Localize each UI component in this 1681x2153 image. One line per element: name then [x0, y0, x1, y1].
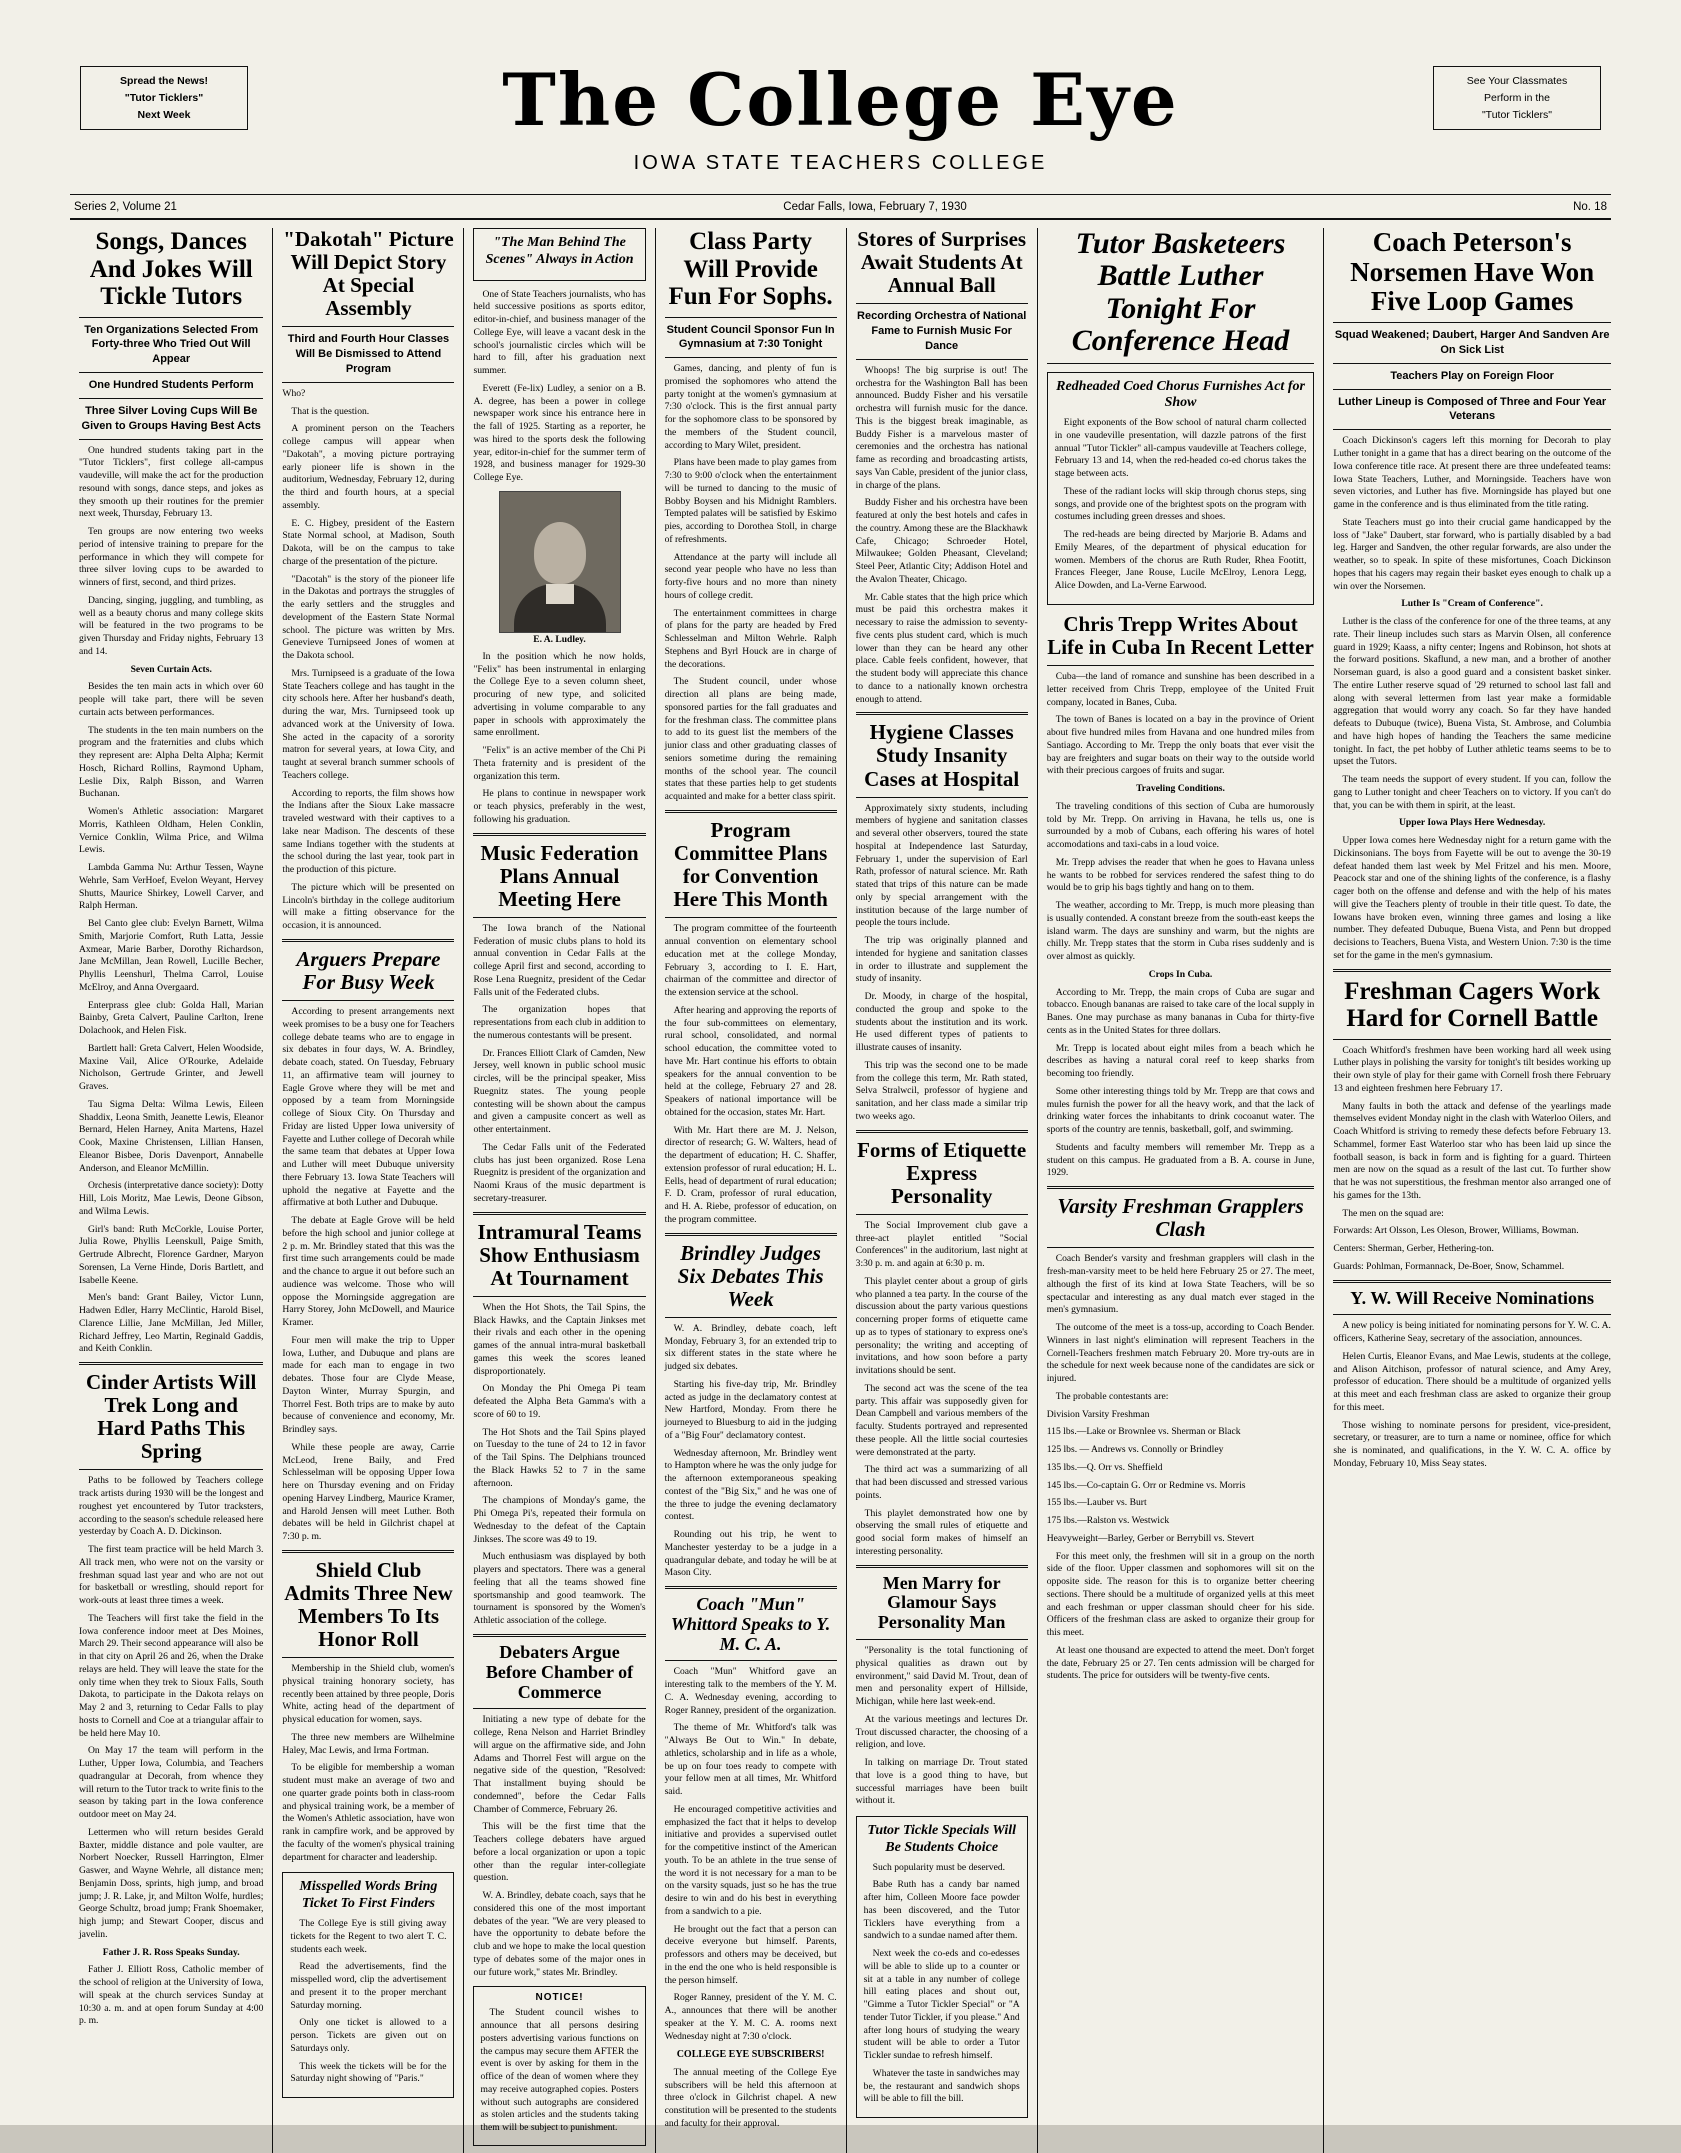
divider [1333, 969, 1611, 972]
article-paragraph: W. A. Brindley, debate coach, left Monday, February 3, for an extended trip to six different states in the state where he judged six debates. [664, 1322, 837, 1373]
ear-left-line2: "Tutor Ticklers" [124, 91, 204, 104]
lineup-row: 115 lbs.—Lake or Brownlee vs. Sherman or Black [1046, 1426, 1241, 1438]
article-paragraph: Mr. Trepp is located about eight miles from a beach which he describes as having a natural coral reef to keep sharks from becoming too friendly. [1046, 1042, 1315, 1080]
headline-whittord-ymca: Coach "Mun" Whittord Speaks to Y. M. C. A. [670, 1594, 831, 1654]
headline-varsity-freshman-grapplers: Varsity Freshman Grapplers Clash [1057, 1194, 1304, 1242]
article-paragraph: A prominent person on the Teachers college campus will appear when "Dakotah", a moving picture portraying early pioneer life is shown in the auditorium, Wednesday, February 12, during the third and fourth hours, at a special assembly. [282, 423, 455, 511]
article-paragraph: The theme of Mr. Whitford's talk was "Always Be Out to Win." In debate, athletics, scholarship and in life as a whole, be up on four toes ready to compete with your fellow men at all times, Mr. Whitford said. [664, 1722, 837, 1798]
article-paragraph: The Teachers will first take the field in the Iowa conference indoor meet at Des Moines, March 29. Their second appearance will also be in that city on April 26 and 26, when the Drake relays are held. They will leave the state for the only time when they trek to Sioux Falls, South Dakota, to participate in the Dakota relays on May 2 and 3, returning to Cedar Falls to play hosts to Cornell and Coe at a triangular affair to be held here May 10. [79, 1612, 264, 1739]
article-paragraph: Luther is the class of the conference for one of the three teams, at any rate. Their lineup includes such stars as Marvin Olsen, all conference guard in 1929; Kaass, a nifty center; Ingens and Robinson, hot shots at the forward positions. Skaflund, a new man, and a brother of another Norseman guard, is also a good guard and a consistent basket sinker. The entire Luther reserve squad of '29 returned to school last fall and along with several lettermen from last year make a formidable aggregation that would worry any coach. So far they have handed defeats to Dubuque (twice), Buena Vista, St. Ambrose, and Columbia and have high hopes of handing the Teachers the same medicine tonight. In fact, the pet hobby of Luther athletic teams seems to be to upset the Tutors. [1333, 616, 1611, 768]
article-paragraph: One hundred students taking part in the "Tutor Ticklers", first college all-campus vaudeville, will make the act for the production resound with songs, dance steps, and jokes as they smooth up their routines for the premier next week, Thursday, February 13. [79, 444, 264, 520]
paper-subtitle: IOWA STATE TEACHERS COLLEGE [633, 152, 1048, 174]
roster-row: Centers: Sherman, Gerber, Hethering-ton. [1333, 1243, 1494, 1255]
article-paragraph: W. A. Brindley, debate coach, says that he considered this one of the most important debates of the year. "We are very pleased to have the opportunity to debate before the club and we hope to make the local question type of debates some of the major ones in our future work," states Mr. Brindley. [473, 1890, 646, 1978]
divider [1333, 429, 1611, 430]
divider [1047, 1247, 1315, 1248]
column-7 [1324, 228, 1611, 2153]
article-paragraph: Bel Canto glee club: Evelyn Barnett, Wilma Smith, Marjorie Comfort, Ruth Latta, Jessie Axmear, Marie Barber, Dorothy Richardson, Jane McMillan, Jean Rowell, Lucille Becher, Phyllis Leenshurl, Thelma Carrol, Louise McElroy, and Anna Overgaard. [79, 918, 264, 993]
portrait-photo [499, 491, 621, 633]
article-paragraph: Starting his five-day trip, Mr. Brindley acted as judge in the declamatory contest at New Hartford, Monday. From there he journeyed to Bluesburg to aid in the judging of a "Big Four" declamatory contest. [664, 1378, 837, 1441]
deck-ten-organizations: Ten Organizations Selected From Forty-three Who Tried Out Will Appear [84, 323, 259, 366]
article-paragraph: Wednesday afternoon, Mr. Brindley went to Hampton where he was the only judge for the afternoon extemporaneous speaking contest of the "Big Six," and he was one of the three to judge the evening declamatory contest. [664, 1447, 837, 1523]
divider [665, 1660, 837, 1661]
headline-hygiene-classes: Hygiene Classes Study Insanity Cases at Hospital [864, 720, 1020, 791]
headline-stores-of-surprises: Stores of Surprises Await Students At Annual Ball [857, 227, 1027, 298]
article-paragraph: The first team practice will be held March 3. All track men, who were not on the varsity or freshman squad last year and who are not out for basketball or wrestling, should report for work-outs at least three times a week. [79, 1544, 264, 1607]
article-paragraph: Games, dancing, and plenty of fun is promised the sophomores who attend the party tonight at the women's gymnasium at 7:30 o'clock. This is the first annual party for the sophomore class to be sponsored by the members of the Student council, according to Mary Wilet, president. [664, 363, 837, 451]
box-paragraph: Read the advertisements, find the misspelled word, clip the advertisement and present it to the proper merchant Saturday morning. [290, 1961, 447, 2011]
headline-ywca-nominations: Y. W. Will Receive Nominations [1350, 1287, 1594, 1308]
lineup-row: 155 lbs.—Lauber vs. Burt [1046, 1497, 1147, 1509]
article-paragraph: On Monday the Phi Omega Pi team defeated the Alpha Beta Gamma's with a score of 60 to 19. [473, 1383, 646, 1420]
article-paragraph: Coach Whitford's freshmen have been working hard all week using Luther plays in polishing the varsity for tonight's tilt besides working up their own style of play for their game with Cornell frosh there February 13 and eighteen freshmen here February 17. [1333, 1044, 1611, 1094]
article-paragraph: The team needs the support of every student. If you can, follow the gang to Luther tonight and cheer Teachers on to victory. If you can't do that, you can be with them in spirit, at the least. [1333, 774, 1611, 811]
dateline-place-date: Cedar Falls, Iowa, February 7, 1930 [783, 201, 967, 213]
roster-row: Forwards: Art Olsson, Les Oleson, Brower, Williams, Bowman. [1333, 1225, 1579, 1237]
divider [856, 1130, 1028, 1133]
article-paragraph: Four men will make the trip to Upper Iowa, Luther, and Dubuque and plans are made for each man to engage in two debates. Those four are Clyde Mease, Dayton Winter, Murray Spurgin, and Thorrel Fest. Both trips are to make by auto because of convenience and economy, Mr. Brindley says. [282, 1334, 455, 1436]
article-paragraph: The program committee of the fourteenth annual convention on elementary school education met at the college Monday, February 3, according to I. E. Hart, chairman of the committee and director of the extension service at the school. [664, 923, 837, 999]
divider [1333, 1280, 1611, 1283]
dateline-series: Series 2, Volume 21 [74, 201, 177, 213]
article-paragraph: The second act was the scene of the tea party. This affair was supposedly given for Dean Campbell and various members of the faculty. Students portrayed and represented these people. All the little social courtesies were demonstrated at the party. [855, 1382, 1028, 1458]
headline-songs-dances: Songs, Dances And Jokes Will Tickle Tutors [89, 228, 253, 310]
article-paragraph: He brought out the fact that a person can deceive everyone but himself. Parents, professors and others may be deceived, but in the end the one who is held responsible is the person himself. [664, 1923, 837, 1986]
deck-third-fourth-hour: Third and Fourth Hour Classes Will Be Dismissed to Attend Program [287, 333, 450, 376]
headline-forms-of-etiquette: Forms of Etiquette Express Personality [857, 1137, 1027, 1208]
divider [282, 326, 454, 327]
article-paragraph: Father J. Elliott Ross, Catholic member of the school of religion at the University of Iowa, will speak at the church services Sunday at 10:30 a. m. and at open forum Sunday at 4:00 p. m. [79, 1964, 264, 2027]
ear-right-line2: Perform in the [1484, 91, 1550, 104]
headline-cinder-artists: Cinder Artists Will Trek Long and Hard Paths This Spring [86, 1370, 257, 1464]
article-paragraph: Those wishing to nominate persons for president, vice-president, secretary, or treasurer, are to turn a name or nominee, office for which she is nominated, and qualifications, in the Y. W. C. A. office by Monday, February 10, Miss Seay states. [1333, 1419, 1611, 1469]
article-paragraph: Plans have been made to play games from 7:30 to 9:00 o'clock when the entertainment will be turned to dancing to the music of Bobby Boysen and his Midnight Ramblers. Tempted palates will be satisfied by Eskimo pies, according to Dorothea Stoll, in charge of refreshments. [664, 457, 837, 545]
article-paragraph: The students in the ten main numbers on the program and the fraternities and clubs which they represent are: Alpha Delta Alpha; Kermit Hosch, Richard Rollins, Raymond Upham, Leslie Dix, Ralph Bisson, and Warren Buchanan. [79, 724, 264, 800]
box-paragraph: Whatever the taste in sandwiches may be, the restaurant and sandwich shops will be able to fill the bill. [863, 2067, 1020, 2105]
lineup-row: 175 lbs.—Ralston vs. Westwick [1046, 1515, 1170, 1527]
column-6 [1038, 228, 1325, 2153]
box-paragraph: This week the tickets will be for the Saturday night showing of "Paris." [290, 2060, 447, 2085]
article-paragraph: The outcome of the meet is a toss-up, according to Coach Bender. Winners in last night's elimination will represent Teachers in the Cornell-Teachers freshmen match February 20. More try-outs are in the schedule for next week because none of the candidates are sick or injured. [1046, 1322, 1315, 1385]
article-paragraph: Cuba—the land of romance and sunshine has been described in a letter received from Chris Trepp, employee of the United Fruit company, located in Banes, Cuba. [1046, 671, 1315, 708]
article-paragraph: At least one thousand are expected to attend the meet. Don't forget the date, February 25 or 27. Ten cents admission will be charged for students. The price for outsiders will be twenty-five cents. [1046, 1644, 1315, 1682]
article-paragraph: Some other interesting things told by Mr. Trepp are that cows and mules furnish the power for all the heavy work, and that the lack of drinking water forces the inhabitants to drink cocoanut water. The sports of the country are tennis, basketball, golf, and swimming. [1046, 1085, 1315, 1136]
box-paragraph: Such popularity must be deserved. [872, 1861, 1006, 1873]
ear-right-line3: "Tutor Ticklers" [1481, 108, 1553, 121]
divider [473, 917, 645, 918]
divider [856, 1565, 1028, 1568]
ear-left-line3: Next Week [137, 108, 191, 121]
article-paragraph: The Social Improvement club gave a three-act playlet entitled "Social Conferences" in the auditorium, last night at 3:30 p. m. and again at 6:30 p. m. [855, 1219, 1028, 1270]
subhead-luther-cream: Luther Is "Cream of Conference". [1401, 598, 1543, 610]
article-paragraph: While these people are away, Carrie McLeod, Irene Baily, and Fred Schlesselman will be opposing Upper Iowa here on Thursday evening and on Friday opening Harvey Lindberg, Maurice Kramer, and Harold Jensen will meet Luther. Both debates will be held in Gilchrist chapel at 7:30 p. m. [282, 1441, 455, 1543]
notice-title: NOTICE! [535, 1992, 584, 2004]
article-paragraph: Tau Sigma Delta: Wilma Lewis, Eileen Shaddix, Leona Smith, Jeanette Lewis, Eleanor Bernard, Helen Harney, Anita Martens, Hazel Cook, Maxine Christensen, Lillian Hansen, Eleanor Bisbee, Doris Davenport, Annabelle Anderson, and Eleanor McMillin. [79, 1098, 264, 1174]
article-paragraph: Initiating a new type of debate for the college, Rena Nelson and Harriet Brindley will argue on the affirmative side, and John Adams and Thorrel Fest will argue on the negative side of the question, "Resolved: That installment buying should be condemned", before the Cedar Falls Chamber of Commerce, February 26. [473, 1714, 646, 1815]
box-tutor-tickle-specials [856, 1816, 1028, 2118]
lineup-row: 135 lbs.—Q. Orr vs. Sheffield [1046, 1461, 1163, 1473]
article-paragraph: The champions of Monday's game, the Phi Omega Pi's, repeated their formula on Wednesday to the defeat of the Captain Jinkses. The score was 49 to 19. [473, 1495, 646, 1545]
article-paragraph: In talking on marriage Dr. Trout stated that love is a good thing to have, but successful marriages have been built without it. [855, 1757, 1028, 1807]
photo-caption: E. A. Ludley. [533, 634, 586, 645]
article-paragraph: With Mr. Hart there are M. J. Nelson, director of research; G. W. Walters, head of the department of education; H. C. Shaffer, extension professor of rural education; H. L. Eells, head of department of rural education; F. D. Cram, professor of rural education, and H. A. Riebe, professor of education, on the program committee. [664, 1124, 837, 1225]
article-paragraph: E. C. Higbey, president of the Eastern State Normal school, at Madison, South Dakota, will be on the campus to take charge of the presentation of the picture. [282, 517, 455, 567]
photo-collar [546, 584, 574, 604]
article-paragraph: One of State Teachers journalists, who has held successive positions as sports editor, editor-in-chief, and business manager of the College Eye, will leave a vacant desk in the school's journalistic circles which will be hard to fill, after his graduation next summer. [473, 288, 646, 377]
article-paragraph: Many faults in both the attack and defense of the yearlings made themselves evident Monday night in the clash with Waterloo Oilers, and Coach Whitford is striving to remedy these defects before February 13. Schammel, former East Waterloo star who has been laid up since the football season, is back in form and is fighting for a guard. Thirteen men are now on the squad as a result of the last cut. To further show that he was not superstitious, the freshman mentor also arranged one of his games for the 13th. [1333, 1100, 1611, 1201]
box-misspelled-words [282, 1872, 454, 2098]
article-paragraph: The men on the squad are: [1342, 1207, 1444, 1219]
article-paragraph: Dancing, singing, juggling, and tumbling, as well as a beauty chorus and many college skits will be featured in the two programs to be given Thursday and Friday nights, February 13 and 14. [79, 594, 264, 657]
lineup-row: 145 lbs.—Co-captain G. Orr or Redmine vs. Morris [1046, 1479, 1246, 1491]
divider [282, 939, 454, 942]
divider [665, 1233, 837, 1236]
article-paragraph: Coach Dickinson's cagers left this morning for Decorah to play Luther tonight in a game that has a direct bearing on the outcome of the Iowa conference title race. At present there are three undefeated teams: Iowa State Teachers, Luther, and Morningside. Teachers have won seven victories, and Luther has five. Morningside has played but one game in the conference and is thus eliminated from the title rating. [1333, 435, 1611, 511]
article-paragraph: The probable contestants are: [1055, 1390, 1169, 1402]
divider [665, 917, 837, 918]
lineup-row: 125 lbs. — Andrews vs. Connolly or Brindley [1046, 1444, 1224, 1456]
article-paragraph: "Personality is the total functioning of physical qualities as drawn out by environment," said David M. Trout, dean of men and personality expert of Hillside, Michigan, while here last week-end. [855, 1645, 1028, 1708]
subhead-crops-in-cuba: Crops In Cuba. [1148, 968, 1213, 980]
article-paragraph: When the Hot Shots, the Tail Spins, the Black Hawks, and the Captain Jinkses met their rivals and each other in the opening games of the annual intra-mural basketball games this week the scores leaned disproportionately. [473, 1301, 646, 1377]
divider [79, 398, 263, 399]
subhead-upper-iowa-plays-here: Upper Iowa Plays Here Wednesday. [1398, 817, 1546, 829]
box-paragraph: Only one ticket is allowed to a person. Tickets are given out on Saturdays only. [290, 2017, 447, 2054]
article-paragraph: Rounding out his trip, he went to Manchester yesterday to be a judge in a quadrangular debate, and today he will be at Mason City. [664, 1529, 837, 1579]
columns-container [70, 228, 1611, 2153]
dateline [70, 195, 1611, 220]
divider [473, 1296, 645, 1297]
column-5 [847, 228, 1038, 2153]
article-paragraph: The town of Banes is located on a bay in the province of Orient about five hundred miles from Havana and one hundred miles from Santiago. According to Mr. Trepp the only boats that ever visit the bay are freighters and sugar boats on their way to the outside world with their precious cargoes of fruits and sugar. [1046, 714, 1315, 777]
article-paragraph: Mr. Cable states that the high price which must be paid this orchestra makes it necessary to raise the admission to seventy-five cents plus student card, which is much lower than they can be heard any other place. Cable feels confident, however, that the student body will appreciate this chance to dance to a nationally known orchestra enough to attend. [855, 591, 1028, 705]
divider [665, 357, 837, 358]
article-paragraph: This will be the first time that the Teachers college debaters have argued before a local organization or upon a topic other than the regular inter-collegiate question. [473, 1821, 646, 1884]
photo-head [534, 522, 586, 584]
deck-one-hundred-students: One Hundred Students Perform [88, 379, 254, 392]
article-paragraph: Dr. Moody, in charge of the hospital, conducted the group and spoke to the students about the institution and its work. He used different types of patients to illustrate causes of insanity. [855, 991, 1028, 1054]
headline-brindley-judges: Brindley Judges Six Debates This Week [677, 1240, 824, 1311]
divider [665, 810, 837, 813]
article-paragraph: Upper Iowa comes here Wednesday night for a return game with the Dickinsonians. The boys from Fayette will be out to avenge the 30-19 defeat handed them last week by Mel Fritzel and his men. Moore, Peacock star and one of the shining lights of the conference, is a flashy cager both on the offense and defense and with the help of his mates will give the Teachers plenty of trouble in their title quest. To date, the Iowans have broken even, winning three games and losing a like number. They defeated Dubuque, Buena Vista, and Penn but dropped decisions to Teachers, Buena Vista, and Western Union. 7:30 is the time set for the game in the men's gymnasium. [1333, 835, 1611, 961]
headline-intramural-teams: Intramural Teams Show Enthusiasm At Tournament [477, 1219, 642, 1290]
article-paragraph: Helen Curtis, Eleanor Evans, and Mae Lewis, students at the college, and Alison Aitchison, professor of natural science, and Amy Arey, professor of education. There should be a multitude of organized yells at this meet and each freshman class are asked to organize their group for this meet. [1333, 1350, 1611, 1413]
headline-program-committee: Program Committee Plans for Convention Here This Month [673, 817, 828, 912]
article-paragraph: To be eligible for membership a woman student must make an average of two and one quarter grade points both in class-room and physical training work, be a member of the Women's Athletic association, have won rank in campfire work, and be approved by the faculty of the women's physical training department for character and leadership. [282, 1762, 455, 1863]
divider [79, 1362, 263, 1365]
box-paragraph: These of the radiant locks will skip through chorus steps, sing songs, and provide one of the brightest spots on the program with costumes including green dresses and shoes. [1054, 485, 1307, 523]
subhead-traveling-conditions: Traveling Conditions. [1136, 783, 1225, 795]
article-paragraph: The debate at Eagle Grove will be held before the high school and junior college at 2 p. m. Mr. Brindley stated that this was the first time such arrangements could be made and the chance to argue it out before such an audience was welcome. Those who will oppose the Morningside aggregation are Harry Storey, John McDowell, and Maurice Kramer. [282, 1215, 455, 1329]
box-title: "The Man Behind The Scenes" Always in Action [485, 235, 634, 267]
box-paragraph: Next week the co-eds and co-edesses will be able to slide up to a counter or sit at a table in any number of college hill eating places and shout out, "Gimme a Tutor Tickler Special" or "A tender Tutor Tickler, if you please." And after long hours of studying the weary student will be able to order a Tutor Tickler sundae to refresh himself. [863, 1948, 1020, 2062]
headline-men-marry-glamour: Men Marry for Glamour Says Personality Man [877, 1572, 1006, 1633]
divider [856, 712, 1028, 715]
article-paragraph: Lambda Gamma Nu: Arthur Tessen, Wayne Wehrle, Sam VerHoef, Evelon Weyant, Hervey Shutts, Maurice Shirkey, Lowell Carver, and Ralph Herman. [79, 862, 264, 912]
headline-music-federation: Music Federation Plans Annual Meeting Here [480, 840, 639, 911]
column-1 [70, 228, 273, 2153]
article-paragraph: He encouraged competitive activities and emphasized the fact that it helps to develop initiative and provides a supervised outlet for the competitive instinct of the American youth. To be an athlete in the true sense of the word it is not necessary for a man to be on the varsity squads, just so he has the true desire to win and do his best in everything from a sandwich to a pie. [664, 1803, 837, 1917]
article-paragraph: This trip was the second one to be made from the college this term, Mr. Rath stated, Selva Stralwcil, professor of hygiene and sanitation, and her class made a similar trip two weeks ago. [855, 1059, 1028, 1122]
headline-freshman-cagers: Freshman Cagers Work Hard for Cornell Battle [1344, 977, 1601, 1033]
article-paragraph: The Hot Shots and the Tail Spins played on Tuesday to the tune of 24 to 12 in favor of the Tail Spins. The Delphians trounced the Black Hawks 52 to 7 in the same afternoon. [473, 1426, 646, 1489]
notice-student-council [473, 1986, 645, 2146]
subhead-seven-curtain-acts: Seven Curtain Acts. [130, 663, 212, 675]
article-paragraph: According to reports, the film shows how the Indians after the Sioux Lake massacre traveled westward with their captives to a lake near Madison. The descents of these same Indians together with the students at the school during the last year, took part in the production of this picture. [282, 787, 455, 876]
article-paragraph: The Cedar Falls unit of the Federated clubs has just been organized. Rose Lena Ruegnitz is president of the organization and Naomi Kraus of the music department is secretary-treasurer. [473, 1141, 646, 1204]
box-man-behind-scenes [473, 228, 645, 281]
article-paragraph: The third act was a summarizing of all that had been discussed and stressed various points. [855, 1464, 1028, 1501]
box-title: Redheaded Coed Chorus Furnishes Act for Show [1056, 378, 1305, 411]
deck-squad-weakened: Squad Weakened; Daubert, Harger And Sandven Are On Sick List [1334, 329, 1610, 356]
article-paragraph: For this meet only, the freshmen will sit in a group on the north side of the floor. Upper classmen and sophomores will sit on the opposite side. The reason for this is to organize better cheering sections. There should be a multitude of organized yells at this meet and each freshman or upper classman should cheer for his side. Officers of the freshman class are asked to organize their group for this meet. [1046, 1550, 1315, 1639]
box-paragraph: Eight exponents of the Bow school of natural charm collected in one vaudeville presentation, will dazzle patrons of the first annual "Tutor Tickler" all-campus vaudeville at Teachers college, February 13 and 14, when the red-headed co-ed chorus takes the stage between acts. [1054, 417, 1307, 480]
article-paragraph: State Teachers must go into their crucial game handicapped by the loss of "Jake" Daubert, star forward, who is partially disabled by a bad leg. Harger and Sandven, the other regular forwards, are also under the weather, so to speak. In spite of these misfortunes, Coach Dickinson hopes that his cagers may regain their basket eyes enough to chalk up a win over the Norsemen. [1333, 516, 1611, 592]
divider [856, 1214, 1028, 1215]
article-paragraph: The Iowa branch of the National Federation of music clubs plans to hold its annual convention in Cedar Falls at the college April first and second, according to Rose Lena Ruegnitz, president of the Cedar Falls unit of the Federated clubs. [473, 922, 646, 998]
article-paragraph: Men's band: Grant Bailey, Victor Lunn, Hadwen Edler, Harry McClintic, Harold Bisel, Clarence Lillie, Jane McMillan, Jed Miller, Richard Jeffrey, Leo Martin, Reginald Gaddis, and Keith Conklin. [79, 1292, 264, 1355]
divider [665, 1586, 837, 1589]
divider [473, 1212, 645, 1215]
paper-title: The College Eye [502, 57, 1179, 142]
divider [665, 1317, 837, 1318]
article-paragraph: Besides the ten main acts in which over 60 people will take part, there will be seven curtain acts between performances. [79, 681, 264, 718]
article-paragraph: He plans to continue in newspaper work or teach physics, preferably in the west, following his graduation. [473, 788, 646, 825]
box-paragraph: The red-heads are being directed by Marjorie B. Adams and Emily Meares, of the department of physical education for women. Members of the chorus are Ruth Ruder, Rhea Footitt, Frances Fleeger, Jane Rouse, Lucile McElroy, Lenora Legg, Alice Dowden, and La-Verne Earwood. [1054, 529, 1307, 592]
headline-shield-club: Shield Club Admits Three New Members To Its Honor Roll [284, 1557, 453, 1652]
article-paragraph: In the position which he now holds, "Felix" has been instrumental in enlarging the College Eye to a seven column sheet, procuring of new type, and solicited advertising in volume comparable to any paper in schools with approximately the same enrollment. [473, 650, 646, 739]
box-paragraph: Babe Ruth has a candy bar named after him, Colleen Moore face powder has been discovered, and the Tutor Ticklers have everything from a sandwich to a sundae named after them. [863, 1879, 1020, 1942]
article-paragraph: Enterprass glee club: Golda Hall, Marian Bainby, Greta Calvert, Pauline Carlton, Irene Dolachook, and Helen Fisk. [79, 999, 264, 1037]
headline-class-party: Class Party Will Provide Fun For Sophs. [668, 228, 833, 310]
divider [79, 317, 263, 318]
deck-three-cups: Three Silver Loving Cups Will Be Given to Groups Having Best Acts [81, 404, 261, 432]
article-paragraph: Orchesis (interpretative dance society): Dotty Hill, Lois Moritz, Mae Lewis, Deone Gibson, and Wilma Lewis. [79, 1180, 264, 1217]
deck-luther-lineup: Luther Lineup is Composed of Three and Four Year Veterans [1338, 395, 1607, 423]
ear-left-line1: Spread the News! [119, 75, 209, 87]
article-paragraph: On May 17 the team will perform in the Luther, Upper Iowa, Columbia, and Teachers quadrangular at Decorah, from whence they will return to the Tutor track to write finis to the season by taking part in the Iowa conference outdoor meet on May 24. [79, 1745, 264, 1821]
divider [856, 303, 1028, 304]
article-paragraph: According to present arrangements next week promises to be a busy one for Teachers college debate teams who are to engage in six debates in four days, W. A. Brindley, debate coach, stated. On Tuesday, February 11, an affirmative team will journey to Eagle Grove where they will be met and opposed by a team from Morningside college of Sioux City. On Thursday and Friday are listed Upper Iowa university of Fayette and Luther college of Decorah while the same team that debates at Upper Iowa and Luther will meet Dubuque university there February 13. Iowa State Teachers will uphold the negative at Fayette and the affirmative at both Luther and Dubuque. [282, 1006, 455, 1209]
article-paragraph: Roger Ranney, president of the Y. M. C. A., announces that there will be another speaker at the Y. M. C. A. rooms next Wednesday night at 7:30 o'clock. [664, 1992, 837, 2042]
article-paragraph: Dr. Frances Elliott Clark of Camden, New Jersey, well known in public school music circles, will be the principal speaker, Miss Ruegnitz states. The young people contesting will be shown about the campus and given a campusite concert as well as other entertainment. [473, 1047, 646, 1136]
box-paragraph: The College Eye is still giving away tickets for the Regent to two alert T. C. students each week. [290, 1918, 447, 1955]
article-paragraph: Buddy Fisher and his orchestra have been featured at only the best hotels and cafes in the country. Among these are the Blackhawk Cafe, Chicago; Schroeder Hotel, Milwaukee; Golden Pheasant, Cleveland; Steel Peer, Atlantic City; Addison Hotel and the Avalon Theater, Chicago. [855, 497, 1028, 585]
article-paragraph: The organization hopes that representations from each club in addition to the numerous contestants will be present. [473, 1004, 646, 1041]
ear-left [80, 66, 248, 130]
article-paragraph: Approximately sixty students, including members of hygiene and sanitation classes and several other observers, toured the state hospital at Independence last Saturday, February 1, under the supervision of Earl Rath, professor of natural science. Mr. Rath stated that trips of this nature can be made only by special arrangement with the institution because of the large number of people the tours include. [855, 802, 1028, 929]
column-4 [656, 228, 847, 2153]
article-paragraph: Students and faculty members will remember Mr. Trepp as a student on this campus. He graduated from a B. A. course in June, 1929. [1046, 1141, 1315, 1179]
divider [79, 1469, 263, 1470]
divider [856, 359, 1028, 360]
article-paragraph: This playlet demonstrated how one by observing the small rules of etiquette and good social form makes of himself an interesting personality. [855, 1507, 1028, 1557]
article-paragraph: The Student council, under whose direction all plans are being made, sponsored parties for the fall graduates and for the freshman class. The committee plans to add to its guest list the members of the junior class and other graduating classes of seniors sometime during the remaining months of the school year. The council states that these parties help to get students acquainted and make for a better class spirit. [664, 676, 837, 803]
ear-right-line1: See Your Classmates [1466, 75, 1568, 87]
headline-debaters-argue: Debaters Argue Before Chamber of Commerce [485, 1641, 634, 1702]
divider [1333, 389, 1611, 390]
divider [665, 317, 837, 318]
divider [1047, 665, 1315, 666]
article-paragraph: Mrs. Turnipseed is a graduate of the Iowa State Teachers college and has taught in the city schools here. After her husband's death, during the war, Mrs. Turnipseed took up advanced work at the University of Iowa. She acted in the capacity of a sorority matron for several years, at Iowa City, and taught at several branch summer schools of Teachers college. [282, 667, 455, 781]
article-paragraph: The annual meeting of the College Eye subscribers will be held this afternoon at three o'clock in Gilchrist chapel. A new constitution will be presented to the students and faculty for their approval. [664, 2066, 837, 2129]
article-paragraph: Everett (Fe-lix) Ludley, a senior on a B. A. degree, has been a power in college newspaper work since his entrance here in the fall of 1925. Starting as a reporter, he was hired to the sports desk the following year, editor-in-chief for the summer term of 1928, and business manager for 1929-30 College Eye. [473, 382, 646, 484]
divider [473, 1634, 645, 1637]
article-paragraph: The entertainment committees in charge of plans for the party are headed by Fred Schlesselman and Milton Wehrle. Ralph Stephens and Byrl Houck are in charge of the decorations. [664, 607, 837, 670]
subhead-college-eye-subscribers: COLLEGE EYE SUBSCRIBERS! [676, 2049, 825, 2061]
deck-student-council-sponsor: Student Council Sponsor Fun In Gymnasium at 7:30 Tonight [666, 323, 835, 351]
deck-recording-orchestra: Recording Orchestra of National Fame to Furnish Music For Dance [857, 310, 1027, 352]
article-paragraph: Attendance at the party will include all second year people who have no less than forty-five hours and no more than ninety hours of college credit. [664, 551, 837, 601]
divider [282, 382, 454, 383]
masthead [70, 57, 1611, 180]
divider [282, 1657, 454, 1658]
article-paragraph: "Dacotah" is the story of the pioneer life in the Dakotas and portrays the struggles of the early settlers and the struggles and development of the Eastern State Normal school. The picture was written by Mrs. Genevieve Turnipseed Jones of women at the Dakota school. [282, 573, 455, 662]
article-paragraph: The three new members are Wilhelmine Haley, Mac Lewis, and Irma Fortman. [282, 1731, 455, 1756]
headline-chris-trepp: Chris Trepp Writes About Life in Cuba In Recent Letter [1047, 611, 1314, 659]
article-paragraph: Paths to be followed by Teachers college track artists during 1930 will be the longest and roughest yet encountered by Tutor tracksters, according to the season's schedule released here yesterday by Coach A. D. Dickinson. [79, 1475, 264, 1538]
divider [79, 439, 263, 440]
article-paragraph: Much enthusiasm was displayed by both players and spectators. There was a general feeling that all the teams showed fine sportsmanship and good teamwork. The tournament is sponsored by the Women's Athletic association of the college. [473, 1551, 646, 1627]
deck-foreign-floor: Teachers Play on Foreign Floor [1390, 369, 1554, 382]
article-paragraph: A new policy is being initiated for nominating persons for Y. W. C. A. officers, Katherine Seay, secretary of the association, announces. [1333, 1320, 1611, 1345]
box-title: Misspelled Words Bring Ticket To First Finders [299, 1879, 438, 1912]
article-paragraph: The traveling conditions of this section of Cuba are humorously told by Mr. Trepp. On arriving in Havana, he tells us, one is surrounded by a mob of Cubans, each offering his wares of hotel accomodations and taxi-cabs in a loud voice. [1046, 800, 1315, 851]
column-3 [464, 228, 655, 2153]
article-paragraph: Lettermen who will return besides Gerald Baxter, middle distance and pole vaulter, are Norbert Noecker, Russell Harrington, Elmer Gaswer, and Wayne Wehrle, all distance men; Benjamin Doss, sprints, high jump, and broad jump; J. R. Lake, jr, and Milton Wolfe, hurdles; George Schultz, broad jump; Frank Shoemaker, high jump; and Stewart Cooper, discus and javelin. [79, 1826, 264, 1940]
article-paragraph: Whoops! The big surprise is out! The orchestra for the Washington Ball has been announced. Buddy Fisher and his versatile orchestra will furnish music for the dance. This is the biggest break imaginable, as Buddy Fisher is a marvelous master of ceremonies and the orchestra has national fame as recording and broadcasting artists, says Van Cable, president of the junior class, in charge of the plans. [855, 364, 1028, 491]
article-paragraph: The picture which will be presented on Lincoln's birthday in the college auditorium will make a fitting observance for the occasion, it is announced. [282, 881, 455, 932]
headline-tutor-basketeers: Tutor Basketeers Battle Luther Tonight For Conference Head [1071, 227, 1290, 358]
lineup-row: Heavyweight—Barley, Gerber or Berrybill vs. Stevert [1046, 1532, 1255, 1544]
article-paragraph: Women's Athletic association: Margaret Morris, Kathleen Oldham, Helen Conklin, Vernice Conklin, Wilma Price, and Wilma Lewis. [79, 806, 264, 856]
article-paragraph: Girl's band: Ruth McCorkle, Louise Porter, Julia Rowe, Phyllis Leenskull, Paige Smith, Gertrude Albrecht, Florence Gardner, Maryon Sorensen, La Verne Hinde, Doris Bartlett, and Isabelle Keene. [79, 1223, 264, 1286]
divider [282, 1000, 454, 1001]
divider [1333, 1039, 1611, 1040]
subhead-father-ross: Father J. R. Ross Speaks Sunday. [102, 1946, 240, 1958]
divider [473, 833, 645, 836]
article-paragraph: Bartlett hall: Greta Calvert, Helen Woodside, Maxine Vail, Alice O'Rourke, Adelaide Nicholson, Gertrude Grinter, and Jewell Graves. [79, 1042, 264, 1093]
article-paragraph: Membership in the Shield club, women's physical training honorary society, has recently been attained by three people, Doris White, acting head of the department of physical education for women, says. [282, 1663, 455, 1726]
article-paragraph: This playlet center about a group of girls who planned a tea party. In the course of the discussion about the party various questions concerning proper forms of etiquette came up as to types of stationary to express one's personality; the writing and accepting of invitations, and how soon before a party invitations should be sent. [855, 1275, 1028, 1377]
divider [79, 372, 263, 373]
headline-dakotah-picture: "Dakotah" Picture Will Depict Story At Special Assembly [283, 227, 454, 321]
divider [1047, 1186, 1315, 1189]
article-paragraph: The weather, according to Mr. Trepp, is much more pleasing than is usually contended. A constant breeze from the south-east keeps the island warm. The days are sunshiny and warm, but the nights are chilly. Mr. Trepp states that the storm in Cuba rises suddenly and is over almost as quickly. [1046, 900, 1315, 963]
divider [1333, 363, 1611, 364]
divider [1333, 1314, 1611, 1315]
box-title: Tutor Tickle Specials Will Be Students Choice [867, 1823, 1017, 1855]
article-paragraph: Coach Bender's varsity and freshman grapplers will clash in the fresh-man-varsity meet to be held here February 25 or 27. The meet, although the first of its kind at Iowa State Teachers, will be so spectacular and interesting as any dual match ever staged in the men's gymnasium. [1046, 1253, 1315, 1316]
article-paragraph: Who? [282, 387, 306, 399]
lineup-row: Division Varsity Freshman [1046, 1408, 1150, 1420]
divider [856, 797, 1028, 798]
dateline-number: No. 18 [1573, 201, 1607, 213]
article-paragraph: "Felix" is an active member of the Chi Pi Theta fraternity and is president of the organization this term. [473, 745, 646, 782]
article-paragraph: At the various meetings and lectures Dr. Trout discussed character, the choosing of a religion, and love. [855, 1713, 1028, 1751]
article-paragraph: According to Mr. Trepp, the main crops of Cuba are sugar and tobacco. Enough bananas are raised to take care of the local supply in Banes. One may purchase as many bananas in Cuba for thirty-five cents as in the United States for three dollars. [1046, 986, 1315, 1036]
divider [282, 1550, 454, 1553]
article-paragraph: The trip was originally planned and intended for hygiene and sanitation classes in order to illustrate and supplement the study of insanity. [855, 935, 1028, 985]
article-paragraph: Coach "Mun" Whitford gave an interesting talk to the members of the Y. M. C. A. Wednesday evening, according to Roger Ranney, president of the organization. [664, 1666, 837, 1716]
column-2 [273, 228, 464, 2153]
headline-arguers-prepare: Arguers Prepare For Busy Week [296, 946, 441, 994]
divider [1047, 363, 1315, 364]
ear-right [1433, 66, 1601, 130]
article-paragraph: After hearing and approving the reports of the four sub-committees on elementary, rural school, consolidated, and normal school education, the committee voted to have Mr. Hart continue his efforts to obtain speakers for the annual convention to be held at the college, February 27 and 28. Speakers of national importance will be obtained for the occasion, states Mr. Hart. [664, 1004, 837, 1118]
divider [1333, 322, 1611, 323]
box-redheaded-coed-chorus [1047, 372, 1315, 605]
article-paragraph: That is the question. [291, 405, 370, 417]
divider [856, 1639, 1028, 1640]
notice-paragraph: The Student council wishes to announce that all persons desiring posters advertising various functions on the campus may secure them AFTER the event is over by asking for them in the office of the dean of women where they may receive autographed copies. Posters without such autographs are considered as stolen articles and the students taking them will be subject to punishment. [480, 2007, 639, 2134]
divider [473, 1708, 645, 1709]
article-paragraph: Ten groups are now entering two weeks period of intensive training to prepare for the performance in which they will compete for three silver loving cups to be awarded to winners of first, second, and third prizes. [79, 526, 264, 589]
headline-coach-petersons-norsemen: Coach Peterson's Norsemen Have Won Five Loop Games [1350, 227, 1595, 317]
article-paragraph: Mr. Trepp advises the reader that when he goes to Havana unless he wants to be robbed for services rendered the safest thing to do would be to grip his bags tightly and hang on to them. [1046, 856, 1315, 894]
roster-row: Guards: Pohlman, Formannack, De-Boer, Snow, Schammel. [1333, 1260, 1565, 1272]
